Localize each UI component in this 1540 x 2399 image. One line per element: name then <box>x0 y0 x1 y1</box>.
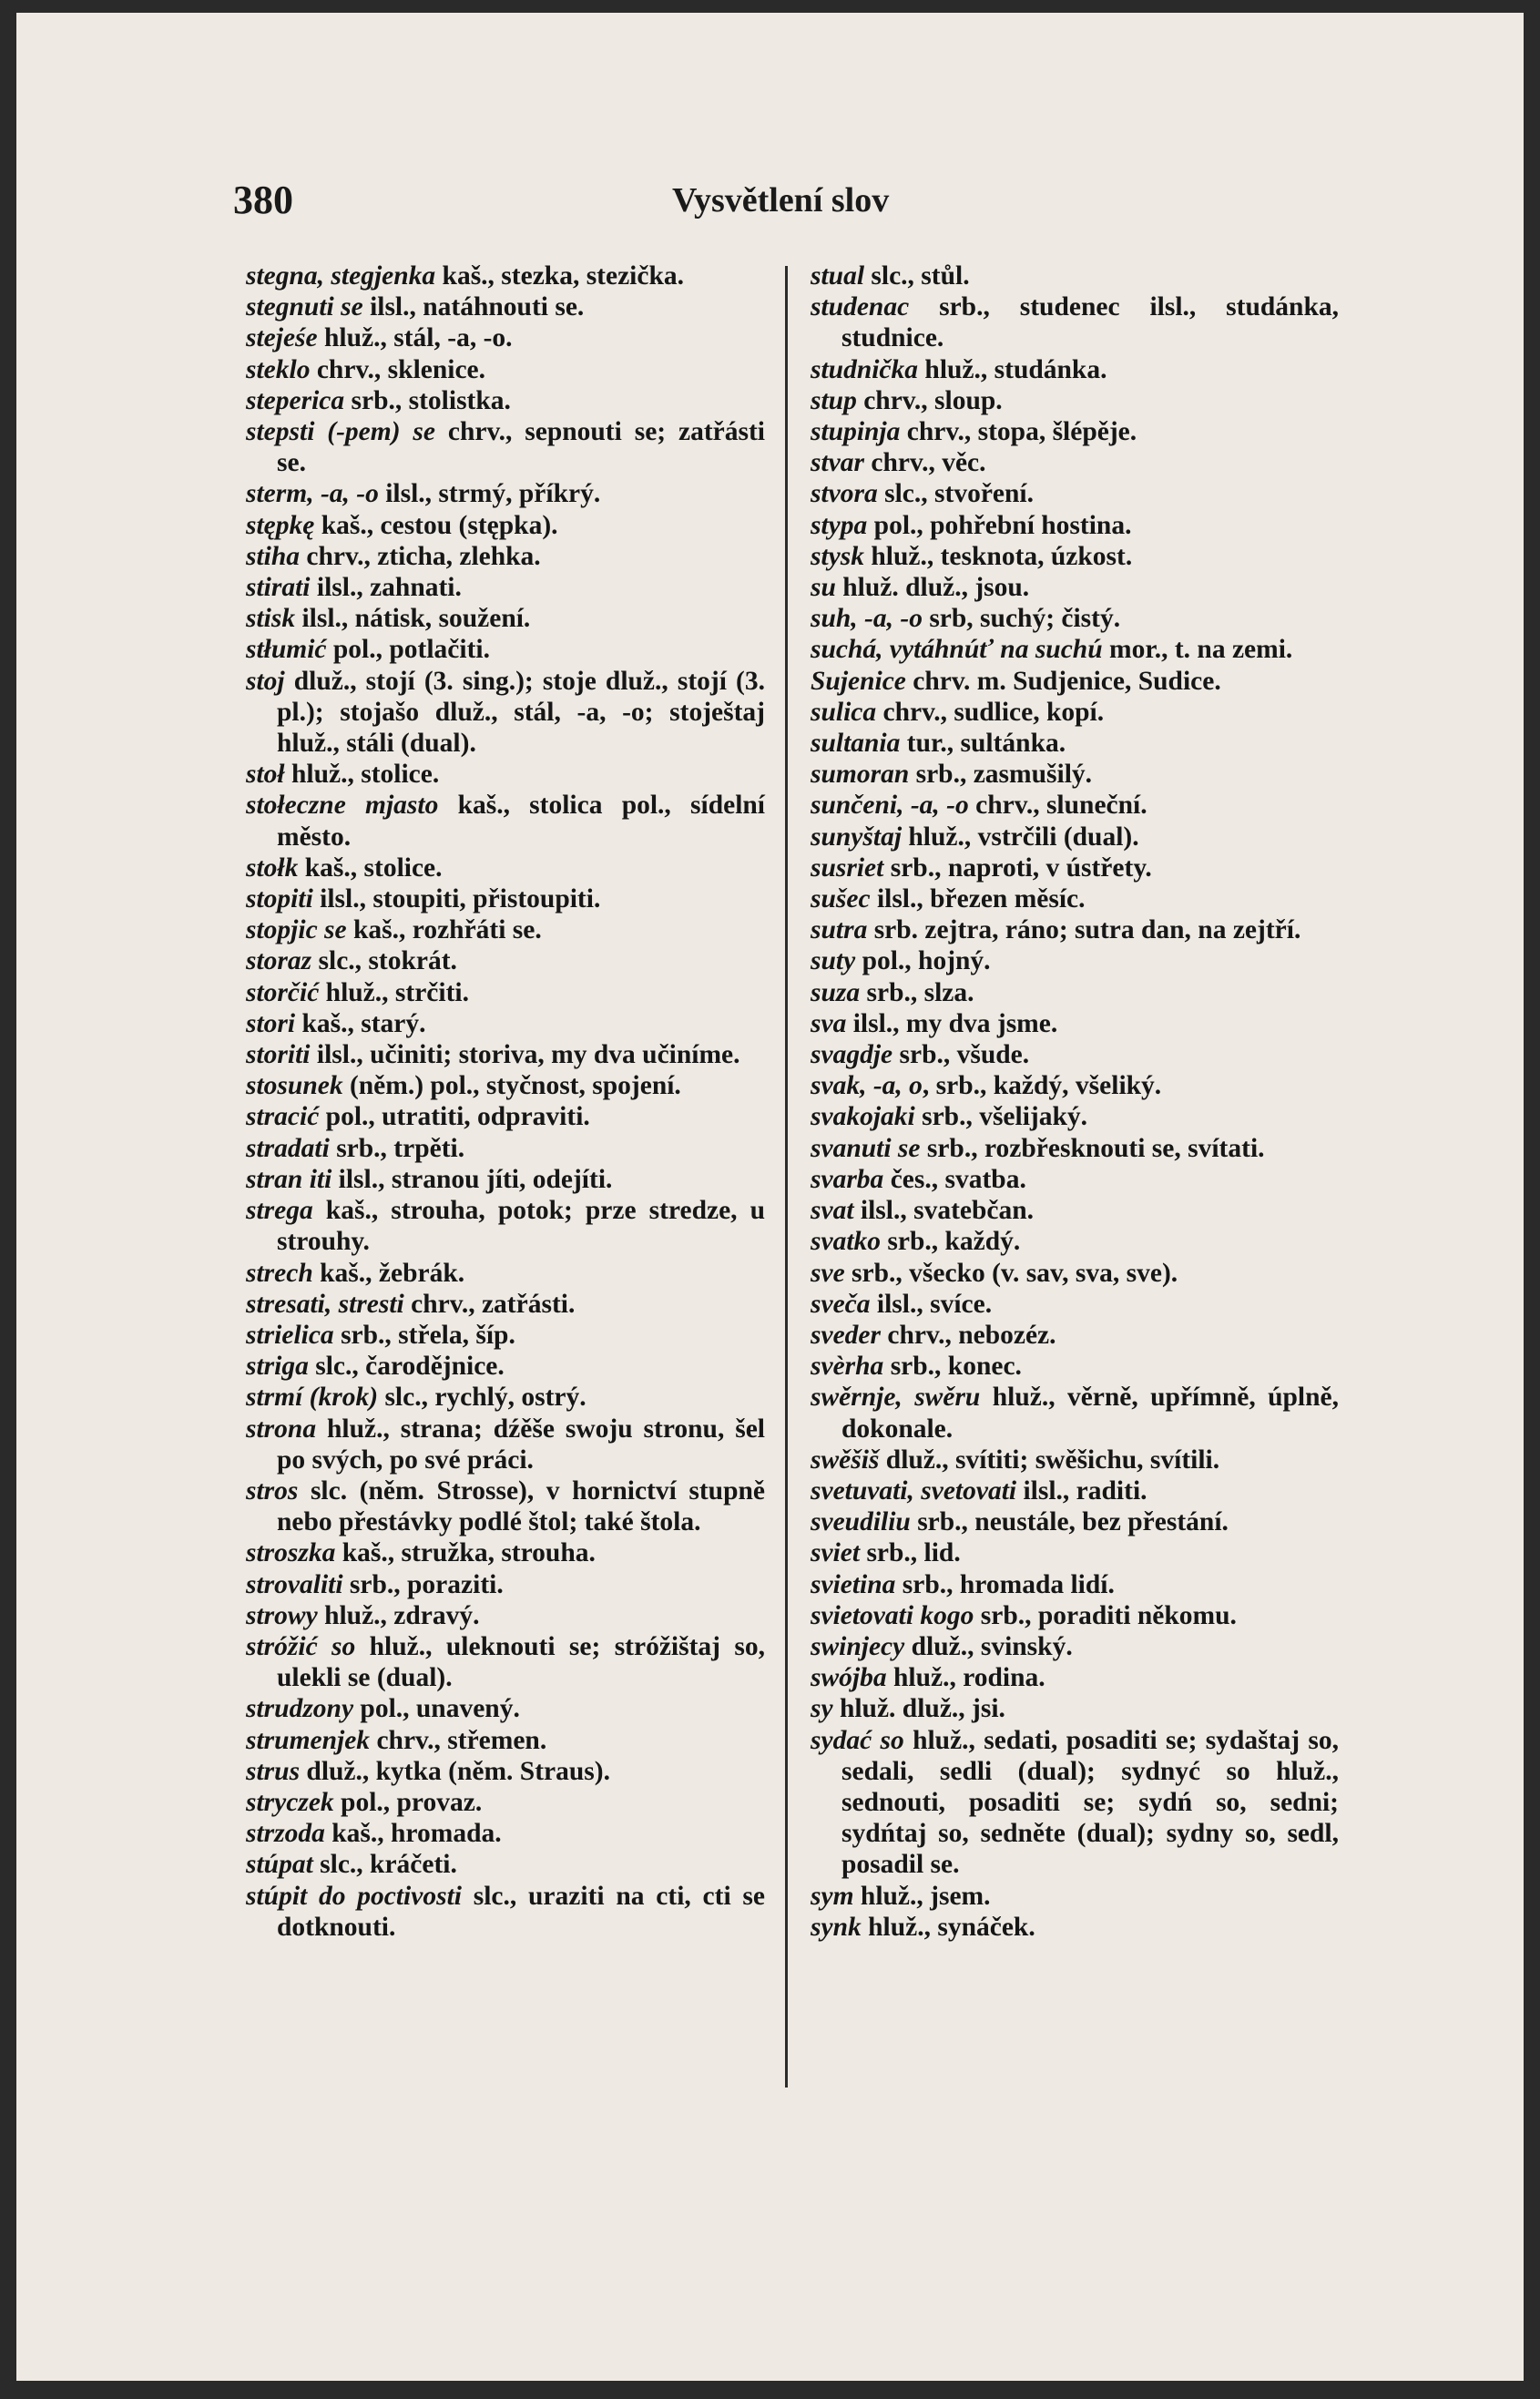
entry-definition: chrv., sudlice, kopí. <box>876 697 1105 727</box>
dictionary-entry <box>246 385 765 416</box>
dictionary-entry <box>811 728 1339 759</box>
entry-definition: hluž., stál, -a, -o. <box>317 323 513 353</box>
dictionary-entry <box>246 510 765 541</box>
entry-headword: stypa <box>811 510 868 540</box>
dictionary-entry <box>811 354 1339 385</box>
entry-headword: steperica <box>246 385 345 415</box>
entry-definition: kaš., starý. <box>295 1008 426 1038</box>
dictionary-entry <box>811 447 1339 478</box>
entry-headword: strzoda <box>246 1819 325 1849</box>
right-column <box>811 260 1339 1943</box>
entry-headword: stegna, stegjenka <box>246 261 436 291</box>
entry-definition: srb., poraziti. <box>342 1569 504 1599</box>
entry-headword: sunyštaj <box>811 822 903 852</box>
entry-headword: strus <box>246 1756 301 1786</box>
dictionary-entry <box>246 1631 765 1693</box>
entry-headword: sva <box>811 1008 847 1038</box>
dictionary-entry <box>811 1039 1339 1070</box>
entry-definition: hluž., studánka. <box>918 354 1107 384</box>
entry-definition: srb., lid. <box>860 1538 961 1568</box>
entry-definition: hluž. dluž., jsou. <box>835 573 1030 603</box>
entry-definition: slc., stůl. <box>864 261 970 291</box>
entry-headword: su <box>811 573 836 603</box>
entry-definition: kaš., stružka, strouha. <box>335 1538 596 1568</box>
entry-headword: sveča <box>811 1289 871 1319</box>
entry-definition: ilsl., stoupiti, přistoupiti. <box>312 884 601 914</box>
entry-definition: , srb., každý, všeliký. <box>922 1071 1162 1101</box>
entry-headword: strowy <box>246 1600 318 1630</box>
entry-headword: sunčeni, -a, -o <box>811 791 969 821</box>
dictionary-entry <box>246 1693 765 1724</box>
entry-headword: swójba <box>811 1663 887 1693</box>
dictionary-entry <box>811 1133 1339 1164</box>
entry-definition: kaš., stolica pol., sídelní město. <box>277 791 765 852</box>
entry-headword: striga <box>246 1352 309 1382</box>
entry-headword: stros <box>246 1475 299 1506</box>
entry-headword: stępkę <box>246 510 315 540</box>
entry-definition: slc., čarodějnice. <box>308 1352 505 1382</box>
dictionary-entry <box>246 1320 765 1351</box>
entry-headword: strega <box>246 1196 313 1226</box>
entry-headword: stryczek <box>246 1787 334 1817</box>
entry-definition: kaš., strouha, potok; prze stredze, u strouhy. <box>277 1196 765 1257</box>
dictionary-entry <box>246 478 765 509</box>
dictionary-entry <box>811 1725 1339 1881</box>
entry-definition: ilsl., raditi. <box>1016 1475 1147 1506</box>
entry-definition: chrv., zticha, zlehka. <box>300 541 541 571</box>
dictionary-entry <box>811 1569 1339 1600</box>
dictionary-entry <box>246 1756 765 1787</box>
dictionary-entry <box>811 914 1339 945</box>
entry-definition: srb., střela, šíp. <box>333 1320 515 1350</box>
entry-headword: stisk <box>246 604 296 634</box>
entry-definition: hluž., sedati, posaditi se; sydaštaj so, sedali, sedli (dual); sydnyć so hluž., sednouti, posaditi se; sydń so, sedni; sydńtaj so, sedněte (dual); sydny so, sedl, posadil se. <box>841 1725 1339 1880</box>
dictionary-entry <box>811 1662 1339 1693</box>
dictionary-entry <box>811 790 1339 821</box>
dictionary-entry <box>811 1475 1339 1506</box>
entry-headword: stoł <box>246 760 285 790</box>
entry-headword: steklo <box>246 354 311 384</box>
entry-definition: srb., slza. <box>860 977 974 1007</box>
entry-headword: sydać so <box>811 1725 904 1755</box>
entry-headword: stual <box>811 261 865 291</box>
entry-definition: srb., všude. <box>892 1040 1030 1070</box>
entry-headword: suh, -a, -o <box>811 604 923 634</box>
entry-headword: stoj <box>246 666 285 696</box>
entry-definition: slc. (něm. Strosse), v hornictví stupně nebo přestávky podlé štol; také štola. <box>277 1475 765 1537</box>
dictionary-entry <box>811 883 1339 914</box>
entry-headword: sutra <box>811 915 868 945</box>
entry-headword: stłumić <box>246 635 327 665</box>
dictionary-entry <box>246 603 765 634</box>
column-divider <box>785 266 788 2088</box>
entry-headword: stúpit do poctivosti <box>246 1881 462 1911</box>
entry-headword: sušec <box>811 884 871 914</box>
entry-headword: stroszka <box>246 1538 336 1568</box>
entry-definition: tur., sultánka. <box>900 729 1066 759</box>
entry-definition: hluž., věrně, upřímně, úplně, dokonale. <box>841 1383 1339 1444</box>
dictionary-entry <box>246 914 765 945</box>
entry-definition: hluž., stolice. <box>284 760 440 790</box>
entry-definition: chrv., nebozéz. <box>881 1320 1056 1350</box>
dictionary-entry <box>811 977 1339 1008</box>
entry-headword: sumoran <box>811 760 910 790</box>
entry-definition: mor., t. na zemi. <box>1102 635 1293 665</box>
entry-headword: stołk <box>246 852 299 883</box>
entry-definition: srb., konec. <box>883 1352 1022 1382</box>
entry-definition: hluž., rodina. <box>886 1663 1045 1693</box>
dictionary-entry <box>246 1881 765 1943</box>
entry-definition: pol., potlačiti. <box>326 635 490 665</box>
entry-headword: studenac <box>811 292 910 322</box>
entry-definition: ilsl., učiniti; storiva, my dva učiníme. <box>310 1040 740 1070</box>
entry-definition: hluž. dluž., jsi. <box>832 1694 1005 1724</box>
entry-headword: stracić <box>246 1102 320 1132</box>
entry-headword: svat <box>811 1196 854 1226</box>
dictionary-entry <box>246 1475 765 1537</box>
entry-definition: kaš., rozhřáti se. <box>346 915 542 945</box>
dictionary-entry <box>811 1351 1339 1382</box>
entry-headword: swinjecy <box>811 1631 905 1661</box>
entry-headword: svetuvati, svetovati <box>811 1475 1017 1506</box>
dictionary-entry <box>811 1693 1339 1724</box>
dictionary-entry <box>246 666 765 760</box>
entry-headword: sveudiliu <box>811 1507 911 1537</box>
entry-definition: kaš., hromada. <box>324 1819 502 1849</box>
entry-definition: dluž., stojí (3. sing.); stoje dluž., stojí (3. pl.); stojašo dluž., stál, -a, -o; stoještaj hluž., stáli (dual). <box>277 666 765 759</box>
entry-definition: chrv., sklenice. <box>310 354 486 384</box>
dictionary-entry <box>811 1164 1339 1195</box>
entry-definition: pol., hojný. <box>855 946 991 976</box>
entry-headword: stori <box>246 1008 296 1038</box>
entry-headword: Sujenice <box>811 666 906 696</box>
entry-definition: srb., každý. <box>881 1227 1021 1257</box>
entry-headword: strmí (krok) <box>246 1383 379 1413</box>
dictionary-entry <box>246 1008 765 1039</box>
entry-definition: srb., hromada lidí. <box>895 1569 1115 1599</box>
dictionary-entry <box>811 634 1339 665</box>
entry-headword: stirati <box>246 573 311 603</box>
entry-headword: svak, -a, o <box>811 1071 923 1101</box>
dictionary-entry <box>811 1101 1339 1132</box>
entry-definition: chrv., střemen. <box>370 1725 547 1755</box>
entry-definition: ilsl., svíce. <box>870 1289 993 1319</box>
entry-definition: chrv., zatřásti. <box>403 1289 576 1319</box>
entry-definition: chrv., sluneční. <box>968 791 1147 821</box>
entry-headword: stresati, stresti <box>246 1289 404 1319</box>
entry-headword: studnička <box>811 354 919 384</box>
dictionary-page <box>16 13 1524 2381</box>
dictionary-entry <box>811 1382 1339 1444</box>
entry-headword: stupinja <box>811 417 901 447</box>
dictionary-entry <box>246 1351 765 1382</box>
entry-definition: srb., neustále, bez přestání. <box>910 1507 1229 1537</box>
entry-definition: dluž., svítiti; swěšichu, svítili. <box>879 1445 1220 1475</box>
entry-headword: sulica <box>811 697 877 727</box>
entry-definition: slc., stvoření. <box>877 479 1034 509</box>
dictionary-entry <box>811 416 1339 447</box>
dictionary-entry <box>246 1258 765 1289</box>
entry-headword: svietovati kogo <box>811 1600 974 1630</box>
entry-definition: kaš., žebrák. <box>312 1258 465 1288</box>
entry-definition: hluž., uleknouti se; stróžištaj so, ulekli se (dual). <box>277 1631 765 1693</box>
entry-headword: stradati <box>246 1133 330 1163</box>
entry-definition: dluž., svinský. <box>904 1631 1073 1661</box>
dictionary-entry <box>811 759 1339 790</box>
dictionary-entry <box>811 1506 1339 1537</box>
dictionary-entry <box>811 1445 1339 1475</box>
entry-definition: čes., svatba. <box>883 1164 1026 1194</box>
entry-definition: dluž., kytka (něm. Straus). <box>300 1756 610 1786</box>
dictionary-entry <box>811 603 1339 634</box>
dictionary-entry <box>246 759 765 790</box>
entry-headword: strudzony <box>246 1694 354 1724</box>
entry-headword: svanuti se <box>811 1133 921 1163</box>
entry-definition: chrv., sloup. <box>856 385 1003 415</box>
entry-definition: hluž., jsem. <box>853 1881 991 1911</box>
dictionary-entry <box>246 1289 765 1320</box>
entry-definition: pol., provaz. <box>333 1787 483 1817</box>
dictionary-entry <box>811 1600 1339 1631</box>
dictionary-entry <box>246 1039 765 1070</box>
entry-headword: svèrha <box>811 1352 884 1382</box>
dictionary-entry <box>811 1631 1339 1662</box>
dictionary-entry <box>811 822 1339 852</box>
entry-definition: chrv., stopa, šlépěje. <box>900 417 1137 447</box>
entry-headword: stvora <box>811 479 878 509</box>
dictionary-entry <box>811 1537 1339 1568</box>
dictionary-entry <box>811 385 1339 416</box>
dictionary-entry <box>246 541 765 572</box>
dictionary-entry <box>246 291 765 322</box>
dictionary-entry <box>811 1881 1339 1912</box>
entry-definition: ilsl., zahnati. <box>310 573 462 603</box>
dictionary-entry <box>246 1725 765 1756</box>
dictionary-entry <box>811 510 1339 541</box>
entry-headword: stejeśe <box>246 323 318 353</box>
entry-definition: ilsl., nátisk, soužení. <box>295 604 531 634</box>
dictionary-entry <box>246 322 765 353</box>
dictionary-entry <box>811 1289 1339 1320</box>
dictionary-entry <box>811 1226 1339 1257</box>
entry-definition: slc., stokrát. <box>311 946 457 976</box>
dictionary-entry <box>246 883 765 914</box>
entry-definition: chrv., věc. <box>864 448 986 478</box>
entry-definition: hluž., zdravý. <box>317 1600 480 1630</box>
dictionary-entry <box>811 945 1339 976</box>
entry-definition: ilsl., my dva jsme. <box>846 1008 1058 1038</box>
dictionary-entry <box>811 478 1339 509</box>
entry-headword: stúpat <box>246 1850 313 1880</box>
dictionary-entry <box>246 416 765 478</box>
dictionary-entry <box>811 697 1339 728</box>
dictionary-entry <box>246 354 765 385</box>
entry-definition: hluž., synáček. <box>861 1912 1035 1942</box>
dictionary-entry <box>811 1258 1339 1289</box>
entry-headword: stysk <box>811 541 864 571</box>
entry-headword: suza <box>811 977 861 1007</box>
running-title: Vysvětlení slov <box>672 181 890 219</box>
dictionary-entry <box>246 1101 765 1132</box>
dictionary-entry <box>811 572 1339 603</box>
entry-headword: svakojaki <box>811 1102 915 1132</box>
dictionary-entry <box>246 1414 765 1475</box>
entry-headword: strumenjek <box>246 1725 371 1755</box>
entry-headword: stiha <box>246 541 301 571</box>
entry-headword: strech <box>246 1258 313 1288</box>
dictionary-entry <box>246 1382 765 1413</box>
entry-definition: chrv. m. Sudjenice, Sudice. <box>905 666 1221 696</box>
entry-headword: sviet <box>811 1538 861 1568</box>
entry-definition: pol., unavený. <box>353 1694 520 1724</box>
entry-definition: srb., všecko (v. sav, sva, sve). <box>844 1258 1178 1288</box>
entry-headword: swěrnje, swěru <box>811 1383 981 1413</box>
entry-headword: sultania <box>811 729 901 759</box>
dictionary-entry <box>246 1849 765 1880</box>
dictionary-entry <box>246 1195 765 1257</box>
entry-definition: hluž., vstrčili (dual). <box>902 822 1139 852</box>
entry-headword: stup <box>811 385 857 415</box>
entry-definition: chrv., sepnouti se; zatřásti se. <box>277 417 766 478</box>
entry-headword: stróžić so <box>246 1631 356 1661</box>
entry-definition: kaš., stolice. <box>298 852 443 883</box>
entry-headword: susriet <box>811 852 884 883</box>
entry-definition: ilsl., stranou jíti, odejíti. <box>331 1164 613 1194</box>
dictionary-entry <box>246 572 765 603</box>
entry-headword: svagdje <box>811 1040 893 1070</box>
entry-definition: srb., trpěti. <box>329 1133 465 1163</box>
entry-definition: ilsl., březen měsíc. <box>870 884 1086 914</box>
dictionary-entry <box>811 1912 1339 1943</box>
entry-headword: stosunek <box>246 1071 343 1101</box>
entry-headword: sym <box>811 1881 854 1911</box>
dictionary-entry <box>811 1195 1339 1226</box>
entry-definition: ilsl., natáhnouti se. <box>362 292 585 322</box>
dictionary-entry <box>811 541 1339 572</box>
entry-headword: storčić <box>246 977 320 1007</box>
entry-headword: svarba <box>811 1164 884 1194</box>
dictionary-entry <box>811 1008 1339 1039</box>
dictionary-entry <box>246 790 765 852</box>
entry-definition: ilsl., svatebčan. <box>853 1196 1035 1226</box>
dictionary-entry <box>246 1537 765 1568</box>
dictionary-entry <box>246 1600 765 1631</box>
entry-definition: srb., poraditi někomu. <box>974 1600 1237 1630</box>
entry-headword: stvar <box>811 448 864 478</box>
entry-definition: slc., uraziti na cti, cti se dotknouti. <box>277 1881 765 1942</box>
entry-definition: srb., rozbřesknouti se, svítati. <box>920 1133 1265 1163</box>
left-column <box>246 260 765 1943</box>
entry-definition: srb., studenec ilsl., studánka, studnice. <box>841 292 1339 353</box>
entry-headword: svatko <box>811 1227 882 1257</box>
entry-definition: kaš., stezka, stezička. <box>435 261 685 291</box>
page-number: 380 <box>233 178 293 222</box>
entry-definition: srb., stolistka. <box>344 385 511 415</box>
dictionary-entry <box>246 1787 765 1818</box>
entry-definition: pol., pohřební hostina. <box>867 510 1132 540</box>
entry-headword: storiti <box>246 1040 311 1070</box>
entry-headword: stran iti <box>246 1164 332 1194</box>
entry-definition: hluž., strčiti. <box>319 977 469 1007</box>
dictionary-entry <box>246 945 765 976</box>
entry-headword: stepsti (-pem) se <box>246 417 436 447</box>
entry-definition: kaš., cestou (stępka). <box>314 510 558 540</box>
entry-headword: stołeczne mjasto <box>246 791 439 821</box>
dictionary-entry <box>811 260 1339 291</box>
entry-definition: slc., rychlý, ostrý. <box>378 1383 586 1413</box>
dictionary-entry <box>246 1133 765 1164</box>
entry-headword: sve <box>811 1258 845 1288</box>
entry-definition: pol., utratiti, odpraviti. <box>319 1102 590 1132</box>
dictionary-entry <box>246 852 765 883</box>
entry-definition: slc., kráčeti. <box>312 1850 457 1880</box>
entry-definition: (něm.) pol., styčnost, spojení. <box>342 1071 681 1101</box>
dictionary-entry <box>811 666 1339 697</box>
entry-headword: svietina <box>811 1569 896 1599</box>
entry-headword: strielica <box>246 1320 334 1350</box>
entry-definition: srb., zasmušilý. <box>909 760 1093 790</box>
entry-headword: synk <box>811 1912 862 1942</box>
dictionary-entry <box>246 977 765 1008</box>
entry-headword: strona <box>246 1414 317 1444</box>
entry-definition: srb., všelijaký. <box>914 1102 1088 1132</box>
entry-headword: stegnuti se <box>246 292 363 322</box>
entry-definition: srb, suchý; čistý. <box>922 604 1121 634</box>
dictionary-entry <box>811 852 1339 883</box>
dictionary-entry <box>246 1164 765 1195</box>
entry-definition: ilsl., strmý, příkrý. <box>378 479 601 509</box>
dictionary-entry <box>246 1569 765 1600</box>
entry-headword: sy <box>811 1694 833 1724</box>
dictionary-entry <box>811 1320 1339 1351</box>
entry-headword: strovaliti <box>246 1569 343 1599</box>
entry-headword: swěšiš <box>811 1445 880 1475</box>
dictionary-entry <box>246 260 765 291</box>
dictionary-entry <box>246 1818 765 1849</box>
entry-headword: suty <box>811 946 856 976</box>
entry-headword: storaz <box>246 946 312 976</box>
dictionary-entry <box>811 291 1339 353</box>
dictionary-entry <box>811 1070 1339 1101</box>
dictionary-entry <box>246 1070 765 1101</box>
entry-headword: stopjic se <box>246 915 347 945</box>
entry-definition: hluž., strana; dźěše swoju stronu, šel po svých, po své práci. <box>277 1414 765 1475</box>
entry-headword: sveder <box>811 1320 881 1350</box>
dictionary-entry <box>246 634 765 665</box>
page-header <box>16 177 1524 231</box>
entry-definition: hluž., tesknota, úzkost. <box>864 541 1133 571</box>
entry-definition: srb., naproti, v ústřety. <box>883 852 1152 883</box>
entry-headword: suchá, vytáhnúť na suchú <box>811 635 1103 665</box>
entry-definition: srb. zejtra, ráno; sutra dan, na zejtří. <box>867 915 1301 945</box>
entry-headword: sterm, -a, -o <box>246 479 379 509</box>
entry-headword: stopiti <box>246 884 313 914</box>
